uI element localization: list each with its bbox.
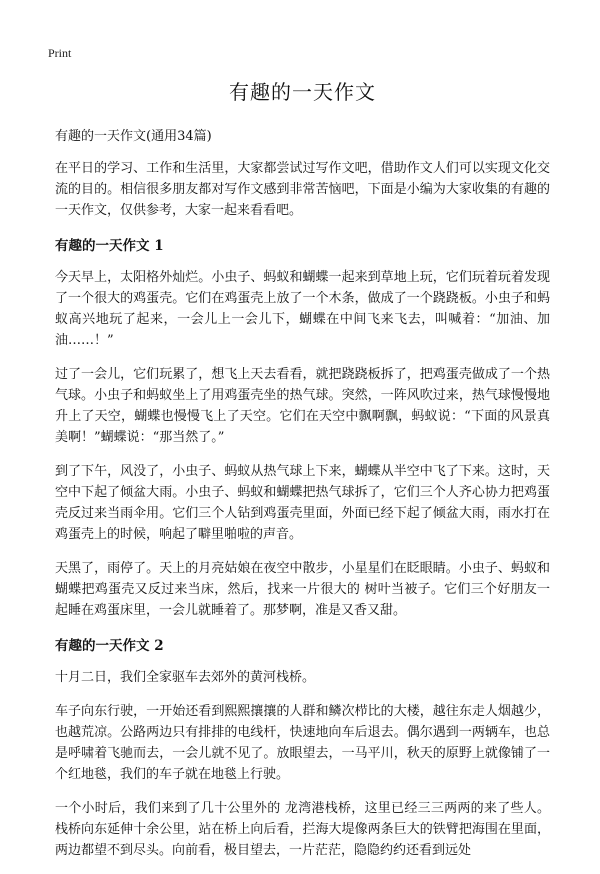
paragraph: 过了一会儿，它们玩累了，想飞上天去看看，就把跷跷板拆了，把鸡蛋壳做成了一个热气球。小虫子和蚂蚁坐上了用鸡蛋壳坐的热气球。突然，一阵风吹过来，热气球慢慢地升上了天空，蝴蝶也慢慢飞上了天空。它们在天空中飘啊飘，蚂蚁说：“下面的风景真美啊！”蝴蝶说：“那当然了。”: [55, 367, 550, 445]
paragraph: 车子向东行驶，一开始还看到熙熙攘攘的人群和鳞次栉比的大楼，越往东走人烟越少，也越荒凉。公路两边只有排排的电线杆，快速地向车后退去。偶尔遇到一两辆车，也总是呼啸着飞驰而去，一会儿就不见了。放眼望去，一马平川，秋天的原野上就像铺了一个红地毯，我们的车子就在地毯上行驶。: [55, 704, 550, 782]
section-heading: 有趣的一天作文 2: [55, 638, 164, 654]
section-heading: 有趣的一天作文 1: [55, 238, 164, 254]
paragraph: 一个小时后，我们来到了几十公里外的 龙湾港栈桥，这里已经三三两两的来了些人。栈桥向东延伸十余公里，站在桥上向后看，拦海大堤像两条巨大的铁臂把海围在里面，两边都望不到尽头。向前看，极目望去，一片茫茫，隐隐约约还看到远处: [55, 801, 550, 858]
article-subtitle: 有趣的一天作文(通用34篇): [55, 129, 212, 144]
paragraph: 到了下午，风没了，小虫子、蚂蚁从热气球上下来，蝴蝶从半空中飞了下来。这时，天空中下起了倾盆大雨。小虫子、蚂蚁和蝴蝶把热气球拆了，它们三个人齐心协力把鸡蛋壳反过来当雨伞用。它们三个人钻到鸡蛋壳里面，外面已经下起了倾盆大雨，雨水打在鸡蛋壳上的时候，响起了噼里啪啦的声音。: [55, 464, 550, 542]
intro-paragraph: 在平日的学习、工作和生活里，大家都尝试过写作文吧，借助作文人们可以实现文化交流的目的。相信很多朋友都对写作文感到非常苦恼吧，下面是小编为大家收集的有趣的一天作文，仅供参考，大家一起来看看吧。: [55, 161, 550, 218]
paragraph: 今天早上，太阳格外灿烂。小虫子、蚂蚁和蝴蝶一起来到草地上玩，它们玩着玩着发现了一个很大的鸡蛋壳。它们在鸡蛋壳上放了一个木条，做成了一个跷跷板。小虫子和蚂蚁高兴地玩了起来，一会儿上一会儿下，蝴蝶在中间飞来飞去，叫喊着：“加油、加油……！”: [55, 270, 550, 348]
article: [55, 76, 550, 874]
print-link[interactable]: Print: [48, 46, 72, 60]
paragraph: 十月二日，我们全家驱车去郊外的黄河栈桥。: [55, 670, 316, 685]
page-title: 有趣的一天作文: [229, 80, 376, 104]
paragraph: 天黑了，雨停了。天上的月亮姑娘在夜空中散步，小星星们在眨眼睛。小虫子、蚂蚁和蝴蝶把鸡蛋壳又反过来当床，然后，找来一片很大的 树叶当被子。它们三个好朋友一起睡在鸡蛋床里，一会儿就睡着了。那梦啊，准是又香又甜。: [55, 561, 550, 618]
